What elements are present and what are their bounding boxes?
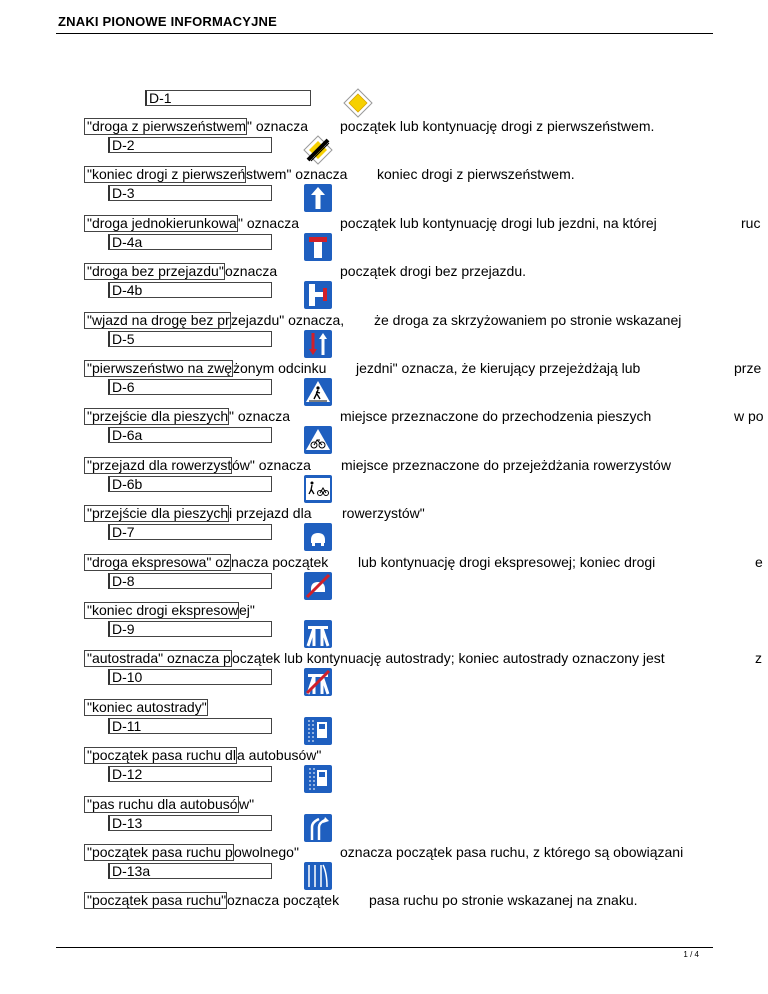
expressway-icon [303, 522, 333, 552]
bus-lane-start-icon [303, 716, 333, 746]
sign-description-overflow: e [755, 554, 763, 570]
sign-code-box: D-8 [108, 573, 272, 589]
sign-code-box: D-4a [108, 234, 272, 250]
pedestrian-crossing-icon [303, 377, 333, 407]
sign-name-continuation: w" [239, 796, 255, 812]
sign-entry-row [0, 602, 768, 650]
sign-name-box: "droga z pierwszeństwem [84, 118, 247, 135]
sign-name-box: "pierwszeństwo na zwę [84, 360, 233, 377]
sign-entry-row [0, 408, 768, 456]
sign-code-box: D-7 [108, 524, 272, 540]
sign-code-box: D-9 [108, 621, 272, 637]
bicycle-crossing-icon [303, 425, 333, 455]
sign-code-box: D-10 [108, 669, 272, 685]
sign-name-continuation: oznacza [225, 263, 278, 279]
sign-name-continuation: oczątek lub kontynuację autostrady; koniec autostrady oznaczony jest [232, 650, 665, 666]
sign-name-box: "początek pasa ruchu" [84, 892, 227, 909]
sign-entry-row [0, 747, 768, 795]
sign-name-continuation: nacza początek [231, 554, 329, 570]
header-rule [56, 33, 713, 34]
sign-entry-row [0, 166, 768, 214]
sign-description: miejsce przeznaczone do przechodzenia pieszych [340, 408, 652, 424]
sign-entry-row [0, 650, 768, 698]
sign-description: początek drogi bez przejazdu. [340, 263, 526, 279]
sign-description: oznacza początek pasa ruchu, z którego są obowiązani [340, 844, 684, 860]
sign-description: początek lub kontynuację drogi lub jezdni, na której [340, 215, 657, 231]
sign-description-overflow: z [755, 650, 762, 666]
sign-name-box: "droga ekspresowa" oz [84, 554, 231, 571]
sign-code-box: D-6a [108, 427, 272, 443]
sign-code-box: D-12 [108, 766, 272, 782]
sign-description: lub kontynuację drogi ekspresowej; koniec drogi [358, 554, 656, 570]
end-motorway-icon [303, 667, 333, 697]
sign-description-overflow: w po [734, 408, 764, 424]
sign-code-box: D-13 [108, 815, 272, 831]
sign-code-box: D-5 [108, 331, 272, 347]
sign-name-continuation: zejazdu" oznacza, [231, 312, 345, 328]
priority-over-oncoming-icon [303, 329, 333, 359]
sign-code-box: D-6 [108, 379, 272, 395]
sign-name-continuation: ów" oznacza [232, 457, 311, 473]
sign-name-box: "autostrada" oznacza p [84, 650, 232, 667]
sign-entry-row [0, 554, 768, 602]
sign-code-box: D-11 [108, 718, 272, 734]
sign-name-box: "pas ruchu dla autobusó [84, 796, 239, 813]
footer-rule [56, 947, 713, 948]
sign-name-box: "wjazd na drogę bez pr [84, 312, 231, 329]
sign-name-continuation: oznacza początek [227, 892, 340, 908]
sign-name-box: "koniec drogi z pierwszeń [84, 166, 246, 183]
sign-entry-row [0, 796, 768, 844]
sign-name-box: "początek pasa ruchu dl [84, 747, 237, 764]
sign-description: jezdni" oznacza, że kierujący przejeżdżają lub [356, 360, 641, 376]
sign-description-overflow: ruc [741, 215, 761, 231]
sign-name-continuation: stwem" oznacza [246, 166, 348, 182]
sign-code-box: D-13a [108, 863, 272, 879]
slow-lane-start-icon [303, 813, 333, 843]
sign-name-box: "przejście dla pieszych [84, 408, 229, 425]
sign-name-continuation: " oznacza [238, 215, 300, 231]
motorway-icon [303, 619, 333, 649]
sign-name-continuation: a autobusów" [237, 747, 322, 763]
sign-code-box: D-4b [108, 282, 272, 298]
sign-entry-row [0, 215, 768, 263]
sign-description: że droga za skrzyżowaniem po stronie wskazanej [374, 312, 682, 328]
bus-lane-icon [303, 764, 333, 794]
end-priority-road-icon [303, 135, 333, 165]
sign-description: koniec drogi z pierwszeństwem. [377, 166, 575, 182]
no-through-road-side-icon [303, 280, 333, 310]
sign-code-box: D-6b [108, 476, 272, 492]
sign-name-box: "przejście dla pieszych [84, 505, 229, 522]
sign-entry-row [0, 118, 768, 166]
sign-name-box: "droga bez przejazdu" [84, 263, 225, 280]
page-number: 1 / 4 [683, 950, 699, 959]
sign-name-continuation: i przejazd dla [229, 505, 312, 521]
sign-name-box: "koniec autostrady" [84, 699, 208, 716]
sign-code-box: D-2 [108, 137, 272, 153]
sign-entry-row [0, 312, 768, 360]
sign-description: rowerzystów" [342, 505, 425, 521]
priority-road-icon [343, 88, 373, 118]
sign-entry-row [0, 263, 768, 311]
sign-name-continuation: " oznacza [229, 408, 291, 424]
one-way-road-icon [303, 183, 333, 213]
sign-name-box: "koniec drogi ekspresow [84, 602, 239, 619]
sign-entry-row [0, 844, 768, 892]
sign-name-box: "początek pasa ruchu p [84, 844, 234, 861]
sign-name-continuation: żonym odcinku [233, 360, 327, 376]
sign-code-box: D-3 [108, 185, 272, 201]
page-header-title: ZNAKI PIONOWE INFORMACYJNE [58, 14, 277, 29]
sign-name-continuation: owolnego" [234, 844, 299, 860]
lane-start-icon [303, 861, 333, 891]
end-expressway-icon [303, 571, 333, 601]
sign-name-box: "droga jednokierunkowa [84, 215, 238, 232]
sign-name-continuation: ej" [239, 602, 255, 618]
sign-entry-row [0, 360, 768, 408]
pedestrian-bicycle-crossing-icon [303, 474, 333, 504]
sign-description-overflow: prze [734, 360, 762, 376]
sign-entry-row [0, 892, 768, 940]
dead-end-road-icon [303, 232, 333, 262]
sign-description: początek lub kontynuację drogi z pierwszeństwem. [340, 118, 655, 134]
code-box-d1: D-1 [145, 90, 311, 106]
sign-entry-row [0, 505, 768, 553]
sign-entry-row [0, 699, 768, 747]
sign-name-box: "przejazd dla rowerzyst [84, 457, 232, 474]
sign-entry-row [0, 457, 768, 505]
sign-description: miejsce przeznaczone do przejeżdżania rowerzystów [341, 457, 671, 473]
sign-name-continuation: " oznacza [247, 118, 309, 134]
sign-description: pasa ruchu po stronie wskazanej na znaku. [369, 892, 638, 908]
